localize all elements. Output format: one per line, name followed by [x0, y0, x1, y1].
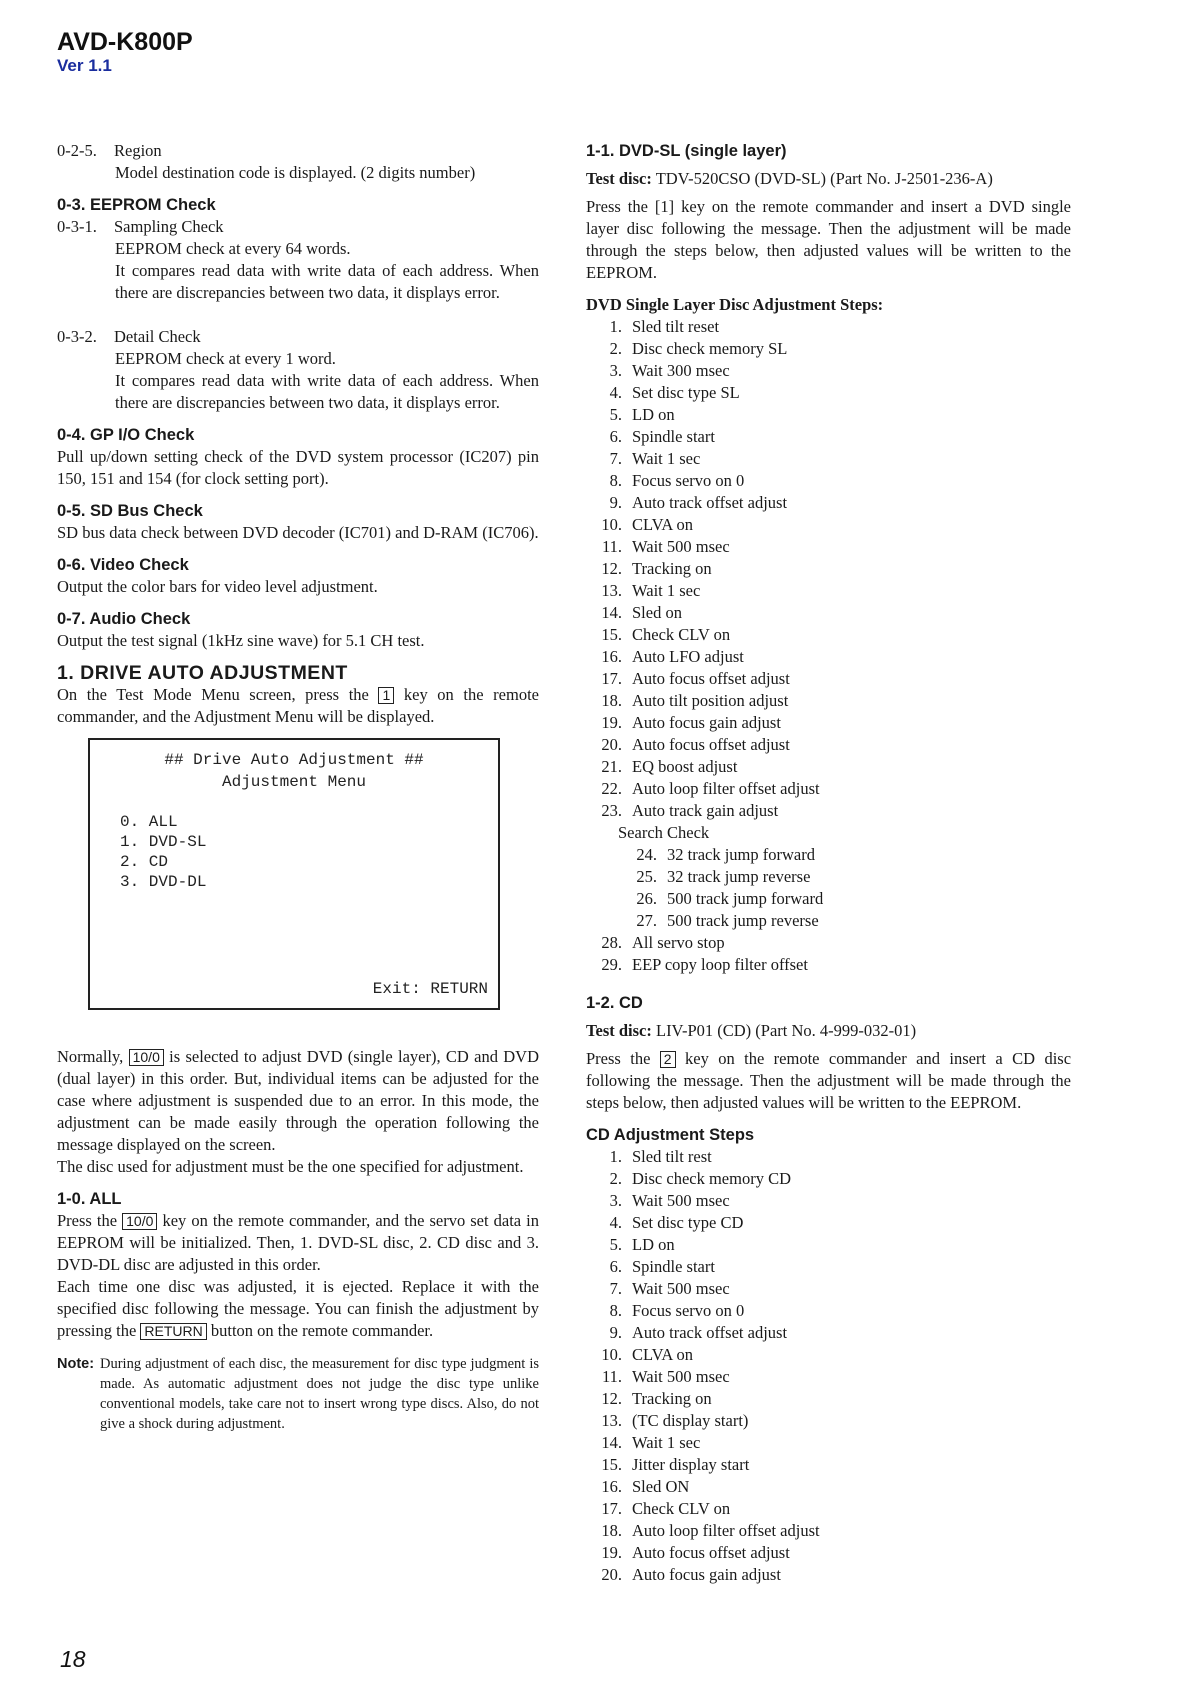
step-text: Auto focus offset adjust	[632, 735, 790, 754]
normally-text	[57, 1046, 539, 1156]
drive-auto-adjustment-heading: 1. DRIVE AUTO ADJUSTMENT	[57, 662, 348, 684]
step-number: 25.	[636, 867, 657, 886]
cd-step	[586, 1520, 1071, 1542]
section-title: Sampling Check	[114, 217, 224, 236]
step-text: Auto LFO adjust	[632, 647, 744, 666]
dvd-sl-test-disc	[586, 168, 1071, 190]
test-disc-value: TDV-520CSO (DVD-SL) (Part No. J-2501-236-A)	[655, 169, 993, 188]
step-number: 20.	[601, 1565, 622, 1584]
sl-step	[586, 536, 1071, 558]
detail-check-text-2: It compares read data with write data of each address. When there are discrepancies between two data, it displays error.	[115, 371, 539, 412]
sl-step	[586, 580, 1071, 602]
disc-text: The disc used for adjustment must be the one specified for adjustment.	[57, 1157, 524, 1176]
text-fragment: key on the remote commander and insert a CD disc following the message. Then the adjustment will be made through the steps below, then adjusted values will be written to the EEPROM.	[586, 1049, 1072, 1112]
sl-tail-steps-list	[586, 932, 1071, 976]
sl-step	[586, 668, 1071, 690]
section-number: 0-3-1.	[57, 217, 97, 236]
search-step	[621, 910, 1071, 932]
step-text: Tracking on	[632, 1389, 712, 1408]
step-number: 8.	[609, 471, 622, 490]
text-fragment: key on the remote commander, and the servo set data in EEPROM will be initialized. Then, 1. DVD-SL disc, 2. CD disc and 3. DVD-DL disc are adjusted in this order.	[57, 1211, 540, 1274]
step-number: 10.	[601, 1345, 622, 1364]
text-fragment: Normally,	[57, 1047, 124, 1066]
section-number: 0-3-2.	[57, 327, 97, 346]
search-check-label: Search Check	[618, 823, 710, 842]
step-number: 20.	[601, 735, 622, 754]
dvd-sl-text: Press the [1] key on the remote commander and insert a DVD single layer disc following the message. Then the adjustment will be made through the steps below, then adjusted values will be written to the EEPROM.	[586, 197, 1071, 282]
step-number: 14.	[601, 603, 622, 622]
step-number: 24.	[636, 845, 657, 864]
sl-step	[586, 316, 1071, 338]
sd-bus-check-text: SD bus data check between DVD decoder (IC701) and D-RAM (IC706).	[57, 523, 539, 542]
step-text: Wait 500 msec	[632, 1367, 730, 1386]
sd-bus-check-heading: 0-5. SD Bus Check	[57, 502, 203, 520]
step-text: Jitter display start	[632, 1455, 750, 1474]
cd-step	[586, 1278, 1071, 1300]
step-number: 15.	[601, 625, 622, 644]
step-text: Focus servo on 0	[632, 1301, 745, 1320]
text-fragment: Press the	[57, 1211, 118, 1230]
gpio-check-text: Pull up/down setting check of the DVD system processor (IC207) pin 150, 151 and 154 (for clock setting port).	[57, 447, 539, 488]
test-disc-value: LIV-P01 (CD) (Part No. 4-999-032-01)	[655, 1021, 917, 1040]
step-number: 27.	[636, 911, 657, 930]
step-number: 28.	[601, 933, 622, 952]
cd-step	[586, 1454, 1071, 1476]
text-fragment: key on the remote commander, and the Adjustment Menu will be displayed.	[57, 685, 539, 726]
sl-step	[586, 624, 1071, 646]
sl-step	[586, 360, 1071, 382]
cd-step	[586, 1168, 1071, 1190]
step-number: 1.	[609, 1147, 622, 1166]
step-number: 14.	[601, 1433, 622, 1452]
step-text: Wait 1 sec	[632, 581, 701, 600]
step-text: Auto loop filter offset adjust	[632, 779, 820, 798]
key-1-icon: 1	[378, 687, 394, 704]
step-text: Wait 1 sec	[632, 1433, 701, 1452]
version-label: Ver 1.1	[57, 56, 112, 75]
test-disc-label: Test disc:	[586, 1021, 652, 1040]
step-number: 7.	[609, 1279, 622, 1298]
step-text: Wait 500 msec	[632, 1279, 730, 1298]
all-text-2	[57, 1276, 539, 1342]
step-number: 13.	[601, 581, 622, 600]
step-number: 22.	[601, 779, 622, 798]
audio-check-heading: 0-7. Audio Check	[57, 610, 191, 628]
menu-subtitle: Adjustment Menu	[221, 773, 367, 791]
menu-item-dvd-sl: 1. DVD-SL	[120, 833, 207, 851]
step-text: CLVA on	[632, 515, 693, 534]
cd-step	[586, 1234, 1071, 1256]
cd-step	[586, 1190, 1071, 1212]
step-text: Auto focus offset adjust	[632, 669, 790, 688]
step-number: 21.	[601, 757, 622, 776]
step-number: 4.	[609, 1213, 622, 1232]
test-disc-label: Test disc:	[586, 169, 652, 188]
step-text: Disc check memory CD	[632, 1169, 791, 1188]
menu-item-cd: 2. CD	[120, 853, 169, 871]
sl-step	[586, 690, 1071, 712]
step-number: 19.	[601, 713, 622, 732]
cd-step	[586, 1322, 1071, 1344]
cd-step	[586, 1212, 1071, 1234]
step-number: 17.	[601, 1499, 622, 1518]
detail-check-heading	[57, 326, 539, 348]
step-number: 10.	[601, 515, 622, 534]
step-text: Auto loop filter offset adjust	[632, 1521, 820, 1540]
step-text: Tracking on	[632, 559, 712, 578]
menu-title: ## Drive Auto Adjustment ##	[164, 751, 424, 769]
cd-step	[586, 1476, 1071, 1498]
step-number: 17.	[601, 669, 622, 688]
step-number: 23.	[601, 801, 622, 820]
step-text: Auto tilt position adjust	[632, 691, 789, 710]
step-number: 3.	[609, 361, 622, 380]
cd-steps-list	[586, 1146, 1071, 1586]
model-name: AVD-K800P	[57, 28, 193, 56]
step-text: Sled tilt rest	[632, 1147, 712, 1166]
step-text: Sled ON	[632, 1477, 690, 1496]
sl-step	[586, 712, 1071, 734]
sl-step	[586, 602, 1071, 624]
step-text: Spindle start	[632, 1257, 715, 1276]
sl-step	[586, 646, 1071, 668]
cd-step	[586, 1388, 1071, 1410]
region-text: Model destination code is displayed. (2 digits number)	[115, 163, 476, 182]
note-text: During adjustment of each disc, the measurement for disc type judgment is made. As automatic adjustment does not judge the disc type unlike conventional models, take care not to insert wrong type discs. Also, do not give a shock during adjustment.	[100, 1356, 539, 1432]
sl-step	[586, 756, 1071, 778]
eeprom-check-heading: 0-3. EEPROM Check	[57, 196, 216, 214]
step-text: (TC display start)	[632, 1411, 749, 1430]
step-number: 11.	[601, 537, 622, 556]
cd-step	[586, 1564, 1071, 1586]
sl-step	[586, 492, 1071, 514]
step-text: Set disc type CD	[632, 1213, 744, 1232]
step-number: 3.	[609, 1191, 622, 1210]
search-step	[621, 844, 1071, 866]
cd-step	[586, 1256, 1071, 1278]
step-number: 29.	[601, 955, 622, 974]
sampling-check-text-2: It compares read data with write data of each address. When there are discrepancies between two data, it displays error.	[115, 261, 539, 302]
cd-step	[586, 1300, 1071, 1322]
step-number: 4.	[609, 383, 622, 402]
section-title: Region	[114, 141, 162, 160]
step-number: 18.	[601, 1521, 622, 1540]
search-steps-list	[586, 844, 1071, 932]
sl-step	[586, 932, 1071, 954]
search-step	[621, 866, 1071, 888]
step-text: LD on	[632, 405, 675, 424]
note-block	[57, 1354, 539, 1434]
step-number: 15.	[601, 1455, 622, 1474]
step-text: Wait 500 msec	[632, 1191, 730, 1210]
text-fragment: On the Test Mode Menu screen, press the	[57, 685, 369, 704]
step-number: 26.	[636, 889, 657, 908]
region-heading	[57, 140, 539, 162]
step-number: 8.	[609, 1301, 622, 1320]
sampling-check-heading	[57, 216, 539, 238]
all-text-1	[57, 1210, 539, 1276]
step-number: 16.	[601, 647, 622, 666]
step-text: Auto focus gain adjust	[632, 713, 781, 732]
step-number: 11.	[601, 1367, 622, 1386]
cd-step	[586, 1410, 1071, 1432]
cd-step	[586, 1432, 1071, 1454]
search-step	[621, 888, 1071, 910]
audio-check-text: Output the test signal (1kHz sine wave) for 5.1 CH test.	[57, 631, 425, 650]
step-text: Auto track gain adjust	[632, 801, 779, 820]
step-text: Focus servo on 0	[632, 471, 745, 490]
step-number: 12.	[601, 1389, 622, 1408]
sampling-check-text-1: EEPROM check at every 64 words.	[115, 239, 351, 258]
sl-steps-heading: DVD Single Layer Disc Adjustment Steps:	[586, 295, 884, 314]
step-text: 500 track jump reverse	[667, 911, 819, 930]
step-number: 13.	[601, 1411, 622, 1430]
step-text: LD on	[632, 1235, 675, 1254]
video-check-text: Output the color bars for video level adjustment.	[57, 577, 378, 596]
step-number: 19.	[601, 1543, 622, 1562]
step-text: All servo stop	[632, 933, 725, 952]
step-text: Auto track offset adjust	[632, 1323, 788, 1342]
step-text: CLVA on	[632, 1345, 693, 1364]
step-text: EQ boost adjust	[632, 757, 738, 776]
cd-steps-heading: CD Adjustment Steps	[586, 1126, 755, 1144]
sl-step	[586, 734, 1071, 756]
note-label: Note:	[57, 1356, 95, 1372]
step-number: 5.	[609, 1235, 622, 1254]
section-number: 0-2-5.	[57, 141, 97, 160]
all-heading: 1-0. ALL	[57, 1190, 122, 1208]
cd-text	[586, 1048, 1071, 1114]
step-text: Disc check memory SL	[632, 339, 788, 358]
sl-step	[586, 470, 1071, 492]
step-text: Sled tilt reset	[632, 317, 720, 336]
step-number: 9.	[609, 493, 622, 512]
step-number: 2.	[609, 1169, 622, 1188]
key-2-icon: 2	[660, 1051, 676, 1068]
step-text: Check CLV on	[632, 625, 731, 644]
step-number: 7.	[609, 449, 622, 468]
step-text: 32 track jump forward	[667, 845, 815, 864]
sl-steps-list	[586, 316, 1071, 822]
step-number: 2.	[609, 339, 622, 358]
sl-step	[586, 778, 1071, 800]
text-fragment: button on the remote commander.	[210, 1321, 434, 1340]
menu-item-dvd-dl: 3. DVD-DL	[120, 873, 207, 891]
key-10-0-icon: 10/0	[122, 1213, 157, 1230]
step-text: 32 track jump reverse	[667, 867, 811, 886]
step-number: 6.	[609, 427, 622, 446]
step-number: 6.	[609, 1257, 622, 1276]
detail-check-text-1: EEPROM check at every 1 word.	[115, 349, 336, 368]
sl-step	[586, 800, 1071, 822]
left-column	[57, 140, 539, 1434]
cd-step	[586, 1344, 1071, 1366]
dvd-sl-heading: 1-1. DVD-SL (single layer)	[586, 142, 787, 160]
step-text: Auto focus gain adjust	[632, 1565, 781, 1584]
step-text: Wait 300 msec	[632, 361, 730, 380]
cd-step	[586, 1146, 1071, 1168]
step-number: 1.	[609, 317, 622, 336]
sl-step	[586, 954, 1071, 976]
sl-step	[586, 514, 1071, 536]
step-number: 9.	[609, 1323, 622, 1342]
step-text: Spindle start	[632, 427, 715, 446]
step-text: Wait 500 msec	[632, 537, 730, 556]
step-text: Wait 1 sec	[632, 449, 701, 468]
text-fragment: Each time one disc was adjusted, it is ejected. Replace it with the specified disc following the message. You can finish the adjustment by pressing the	[57, 1277, 539, 1340]
cd-step	[586, 1498, 1071, 1520]
cd-test-disc	[586, 1020, 1071, 1042]
step-text: Sled on	[632, 603, 682, 622]
sl-step	[586, 448, 1071, 470]
sl-step	[586, 382, 1071, 404]
page-number: 18	[60, 1646, 86, 1672]
cd-heading: 1-2. CD	[586, 994, 643, 1012]
step-text: 500 track jump forward	[667, 889, 824, 908]
video-check-heading: 0-6. Video Check	[57, 556, 189, 574]
cd-step	[586, 1366, 1071, 1388]
adjustment-menu-screen	[88, 738, 500, 1010]
step-text: Set disc type SL	[632, 383, 740, 402]
step-number: 16.	[601, 1477, 622, 1496]
text-fragment: Press the	[586, 1049, 651, 1068]
sl-step	[586, 338, 1071, 360]
key-return-icon: RETURN	[140, 1323, 206, 1340]
text-fragment: is selected to adjust DVD (single layer), CD and DVD (dual layer) in this order. But, individual items can be adjusted for the case where adjustment is suspended due to an error. In this mode, the adjustment can be made easily through the operation following the message displayed on the screen.	[57, 1047, 540, 1154]
step-text: Auto track offset adjust	[632, 493, 788, 512]
step-number: 5.	[609, 405, 622, 424]
sl-step	[586, 426, 1071, 448]
step-text: Auto focus offset adjust	[632, 1543, 790, 1562]
gpio-check-heading: 0-4. GP I/O Check	[57, 426, 195, 444]
sl-step	[586, 404, 1071, 426]
key-10-0-icon: 10/0	[129, 1049, 164, 1066]
step-number: 12.	[601, 559, 622, 578]
step-text: EEP copy loop filter offset	[632, 955, 808, 974]
cd-step	[586, 1542, 1071, 1564]
step-number: 18.	[601, 691, 622, 710]
right-column	[586, 140, 1071, 1586]
drive-auto-adjustment-text	[57, 684, 539, 728]
section-title: Detail Check	[114, 327, 201, 346]
menu-exit-hint: Exit: RETURN	[372, 980, 488, 998]
sl-step	[586, 558, 1071, 580]
step-text: Check CLV on	[632, 1499, 731, 1518]
menu-item-all: 0. ALL	[120, 813, 178, 831]
